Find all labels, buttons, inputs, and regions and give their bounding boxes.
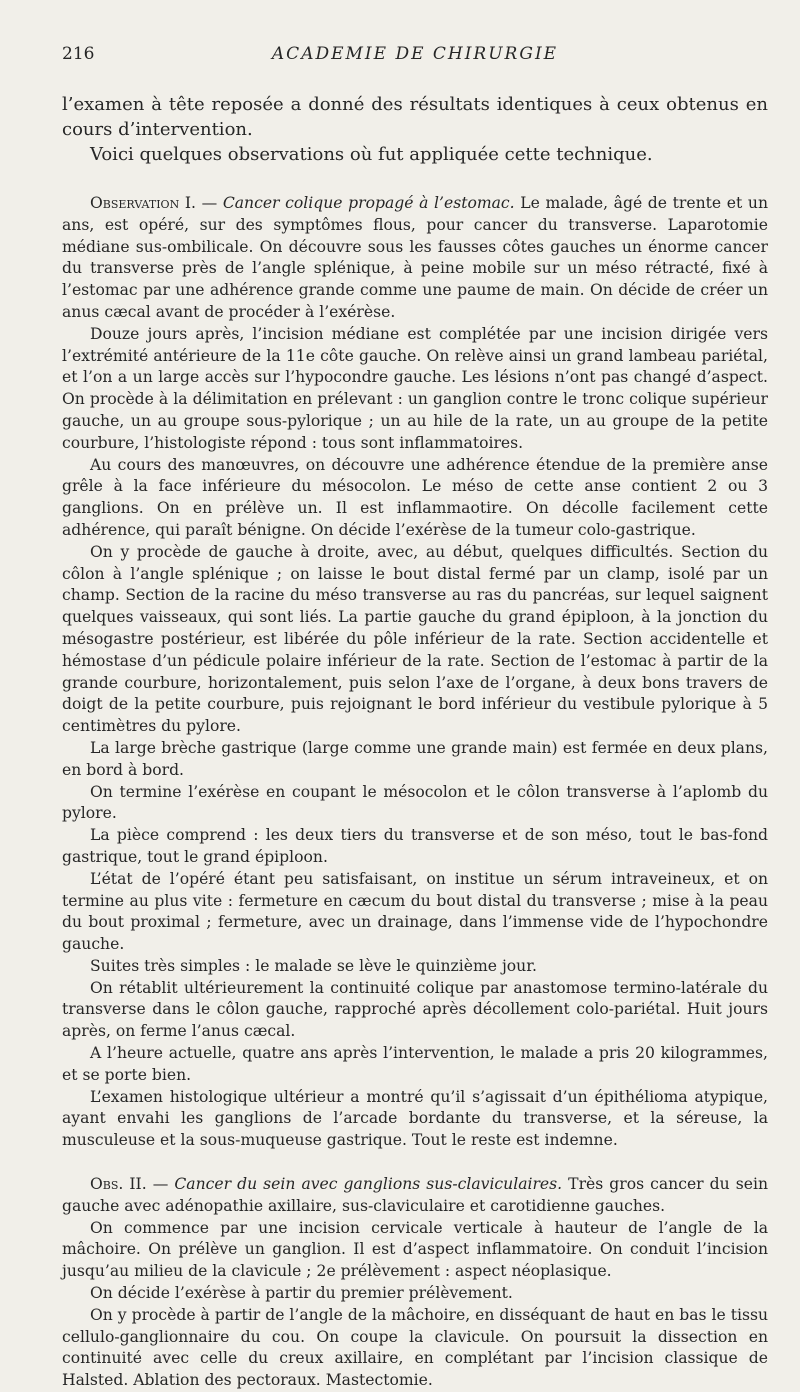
observation-1-paragraph: Douze jours après, l’incision médiane est complétée par une incision dirigée vers l’extrémité antérieure de la 11e côte gauche. On relève ainsi un grand lambeau pariétal, et l’on a un large accès sur l’hypocondre gauche. Les lésions n’ont pas changé d’aspect. On procède à la délimitation en prélevant : un ganglion contre le tronc colique supérieur gauche, un au groupe sous-pylorique ; un au hile de la rate, un au groupe de la petite courbure, l’histologiste répond : tous sont inflammatoires.: [62, 324, 768, 452]
observation-1-paragraph: Au cours des manœuvres, on découvre une adhérence étendue de la première anse grêle à la face inférieure du mésocolon. Le méso de cette anse contient 2 ou 3 ganglions. On en prélève un. Il est inflammaotire. On décolle facilement cette adhérence, qui paraît bénigne. On décide l’exérèse de la tumeur colo-gastrique.: [62, 455, 768, 539]
intro-paragraph-1: l’examen à tête reposée a donné des résultats identiques à ceux obtenus en cours d’intervention.: [62, 94, 768, 140]
observation-1: [62, 193, 768, 1152]
observation-2-paragraph: On y procède à partir de l’angle de la mâchoire, en disséquant de haut en bas le tissu cellulo-ganglionnaire du cou. On coupe la clavicule. On poursuit la dissection en continuité avec celle du creux axillaire, en complétant par l’incision classique de Halsted. Ablation des pectoraux. Mastectomie.: [62, 1305, 768, 1390]
observation-1-lead-text: Le malade, âgé de trente et un ans, est opéré, sur des symptômes flous, pour cancer du transverse. Laparotomie médiane sus-ombilicale. On découvre sous les fausses côtes gauches un énorme cancer du transverse près de l’angle splénique, à peine mobile sur un méso rétracté, fixé à l’estomac par une adhérence grande comme une paume de main. On décide de créer un anus cæcal avant de procéder à l’exérèse.: [62, 194, 768, 321]
observation-2-label: Obs. II.: [90, 1175, 147, 1194]
observation-2: [62, 1174, 768, 1392]
intro-paragraph-2: Voici quelques observations où fut appliquée cette technique.: [90, 144, 653, 165]
observation-2-paragraph: On décide l’exérèse à partir du premier prélèvement.: [90, 1284, 513, 1303]
observation-1-paragraph: La pièce comprend : les deux tiers du transverse et de son méso, tout le bas-fond gastrique, tout le grand épiploon.: [62, 826, 768, 866]
observation-2-paragraph: On commence par une incision cervicale verticale à hauteur de l’angle de la mâchoire. On prélève un ganglion. Il est d’aspect inflammatoire. On conduit l’incision jusqu’au milieu de la clavicule ; 2e prélèvement : aspect néoplasique.: [62, 1218, 768, 1281]
observation-2-dash: —: [146, 1175, 175, 1194]
observation-1-dash: —: [195, 194, 223, 212]
observation-1-paragraph: La large brèche gastrique (large comme une grande main) est fermée en deux plans, en bord à bord.: [62, 738, 768, 779]
page-number: 216: [62, 44, 95, 64]
page-header: [62, 44, 768, 68]
observation-1-paragraph: L’examen histologique ultérieur a montré qu’il s’agissait d’un épithélioma atypique, ayant envahi les ganglions de l’arcade bordante du transverse, et la séreuse, la musculeuse et la sous-muqueuse gastrique. Tout le reste est indemne.: [62, 1087, 768, 1150]
observation-2-lead-paragraph: [62, 1174, 768, 1218]
intro-section: [62, 92, 768, 167]
observation-2-lead-text: Très gros cancer du sein gauche avec adénopathie axillaire, sus-claviculaire et carotidienne gauches.: [62, 1175, 769, 1215]
observation-1-paragraph: On rétablit ultérieurement la continuité colique par anastomose termino-latérale du transverse dans le côlon gauche, rapproché après décollement colo-pariétal. Huit jours après, on ferme l’anus cæcal.: [62, 978, 768, 1041]
observation-1-label: Observation I.: [90, 194, 196, 212]
observation-1-paragraph: Suites très simples : le malade se lève le quinzième jour.: [90, 956, 537, 975]
observation-1-paragraph: L’état de l’opéré étant peu satisfaisant, on institue un sérum intraveineux, et on termine au plus vite : fermeture en cæcum du bout distal du transverse ; mise à la peau du bout proximal ; fermeture, avec un drainage, dans l’immense vide de l’hypochondre gauche.: [62, 869, 768, 954]
observation-1-paragraph: On y procède de gauche à droite, avec, au début, quelques difficultés. Section du côlon à l’angle splénique ; on laisse le bout distal fermé par un clamp, isolé par un champ. Section de la racine du méso transverse au ras du pancréas, sur lequel saignent quelques vaisseaux, qui sont liés. La partie gauche du grand épiploon, à la jonction du mésogastre postérieur, est libérée du pôle inférieur de la rate. Section accidentelle et hémostase d’un pédicule polaire inférieur de la rate. Section de l’estomac à partir de la grande courbure, horizontalement, puis selon l’axe de l’organe, à deux bons travers de doigt de la petite courbure, puis rejoignant le bord inférieur du vestibule pylorique à 5 centimètres du pylore.: [62, 542, 768, 736]
observation-1-paragraph: A l’heure actuelle, quatre ans après l’intervention, le malade a pris 20 kilogrammes, et se porte bien.: [62, 1044, 768, 1084]
observation-2-title: Cancer du sein avec ganglions sus-claviculaires.: [174, 1175, 563, 1194]
observation-1-title: Cancer colique propagé à l’estomac.: [222, 194, 515, 212]
running-title: ACADEMIE DE CHIRURGIE: [271, 44, 559, 64]
observation-1-lead-paragraph: [62, 193, 768, 324]
observation-1-paragraph: On termine l’exérèse en coupant le mésocolon et le côlon transverse à l’aplomb du pylore.: [62, 782, 768, 823]
